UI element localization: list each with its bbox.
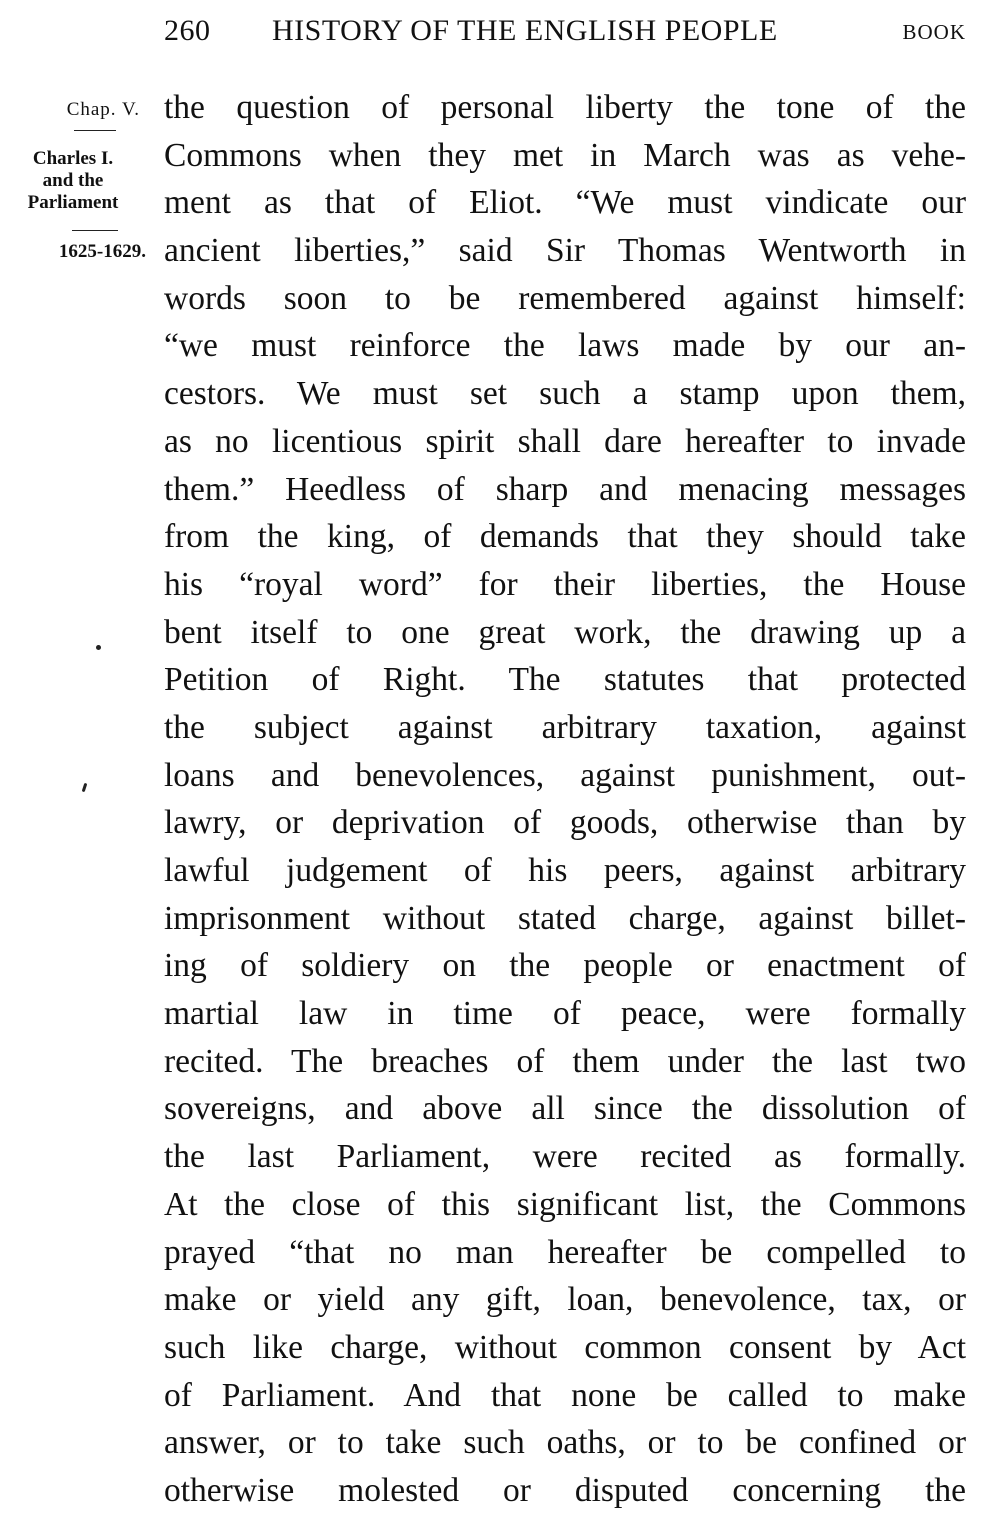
reign-line: Charles I. (32, 148, 114, 169)
chapter-label: Chap. V. (66, 99, 140, 120)
text-line: cestors. We must set such a stamp upon them, (164, 375, 966, 413)
text-line: prayed “that no man hereafter be compelled to (164, 1233, 966, 1271)
text-line: ing of soldiery on the people or enactment of (164, 947, 966, 985)
text-line: “we must reinforce the laws made by our an- (164, 327, 966, 365)
text-line: from the king, of demands that they should take (164, 518, 966, 556)
text-line: such like charge, without common consent by Act (164, 1328, 966, 1366)
text-line: his “royal word” for their liberties, the House (164, 565, 966, 603)
text-line: the last Parliament, were recited as formally. (164, 1138, 966, 1176)
text-line: answer, or to take such oaths, or to be confined or (164, 1424, 966, 1462)
text-line: make or yield any gift, loan, benevolence, tax, or (164, 1281, 966, 1319)
text-line: loans and benevolences, against punishment, out- (164, 756, 966, 794)
text-line: sovereigns, and above all since the dissolution of (164, 1090, 966, 1128)
text-line: the subject against arbitrary taxation, against (164, 708, 966, 746)
text-line: them.” Heedless of sharp and menacing messages (164, 470, 966, 508)
body-paragraph (164, 84, 966, 1515)
text-line: ment as that of Eliot. “We must vindicate our (164, 184, 966, 222)
text-line: as no licentious spirit shall dare hereafter to invade (164, 422, 966, 460)
text-line: lawry, or deprivation of goods, otherwise than by (164, 804, 966, 842)
text-line: At the close of this significant list, the Commons (164, 1185, 966, 1223)
text-line: Commons when they met in March was as vehe- (164, 136, 966, 174)
text-line: Petition of Right. The statutes that protected (164, 661, 966, 699)
reign-line: and the (42, 170, 104, 191)
reign-line: Parliament (27, 192, 119, 213)
years-label: 1625-1629. (58, 241, 146, 262)
text-line: the question of personal liberty the tone of the (164, 89, 966, 126)
text-line: imprisonment without stated charge, against billet- (164, 899, 966, 937)
text-line: of Parliament. And that none be called to make (164, 1376, 966, 1414)
running-title: HISTORY OF THE ENGLISH PEOPLE (272, 14, 778, 47)
reign-note (0, 148, 148, 214)
text-line: otherwise molested or disputed concerning the (164, 1471, 966, 1509)
text-line: lawful judgement of his peers, against arbitrary (164, 852, 966, 889)
ink-speck (96, 645, 101, 650)
page-number: 260 (164, 14, 211, 47)
ink-speck (82, 783, 88, 792)
text-line: bent itself to one great work, the drawing up a (164, 613, 966, 651)
book-label: BOOK (902, 20, 966, 44)
text-line: words soon to be remembered against himself: (164, 279, 966, 317)
text-line: ancient liberties,” said Sir Thomas Wentworth in (164, 232, 966, 270)
text-line: martial law in time of peace, were formally (164, 995, 966, 1033)
margin-rule (72, 230, 118, 231)
margin-rule (74, 130, 116, 131)
running-header (164, 14, 966, 54)
text-line: recited. The breaches of them under the last two (164, 1042, 966, 1080)
